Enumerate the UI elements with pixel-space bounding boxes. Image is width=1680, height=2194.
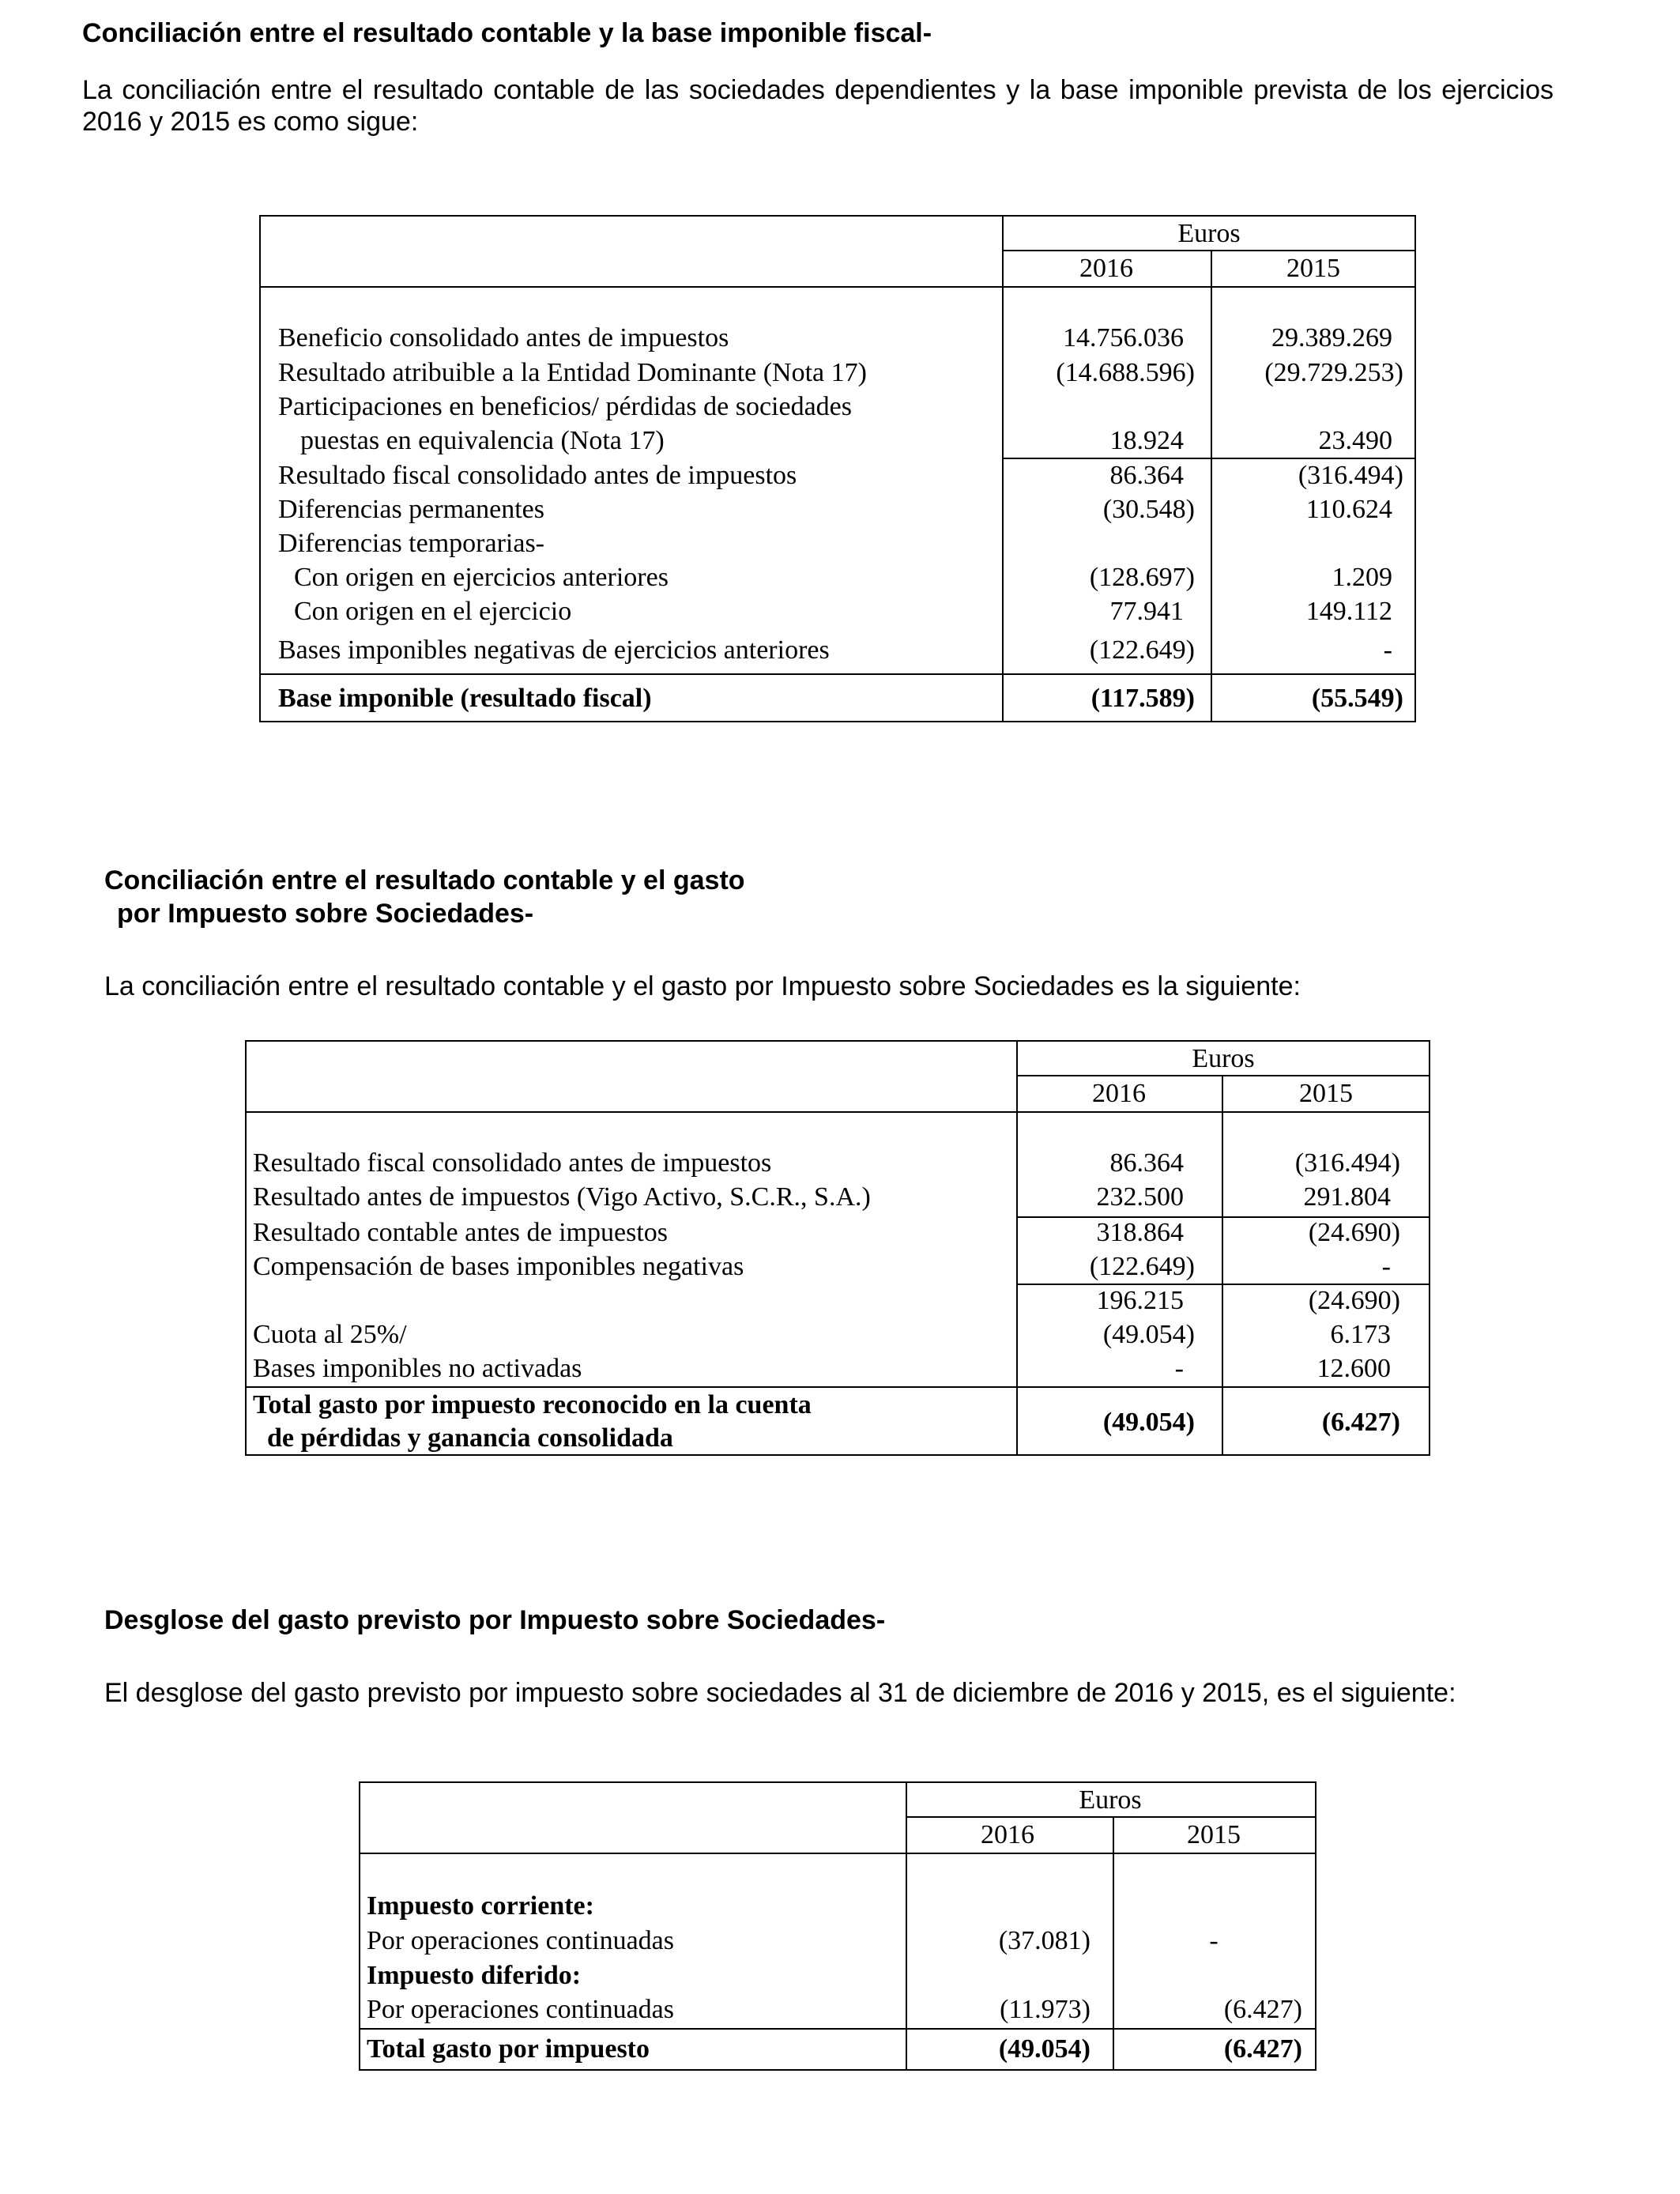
section-2-intro: La conciliación entre el resultado contable y el gasto por Impuesto sobre Sociedades es la siguiente: <box>104 971 1301 1001</box>
table-total-label-line2: de pérdidas y ganancia consolidada <box>267 1423 673 1453</box>
table-cell-2015: (316.494) <box>1298 461 1403 490</box>
table-total-label: Base imponible (resultado fiscal) <box>278 684 652 713</box>
table-cell-2015: 29.389.269 <box>1271 323 1392 352</box>
table-cell-2016: (30.548) <box>1102 495 1195 524</box>
table-row-label: Resultado fiscal consolidado antes de impuestos <box>253 1148 772 1178</box>
section-3-intro: El desglose del gasto previsto por impuesto sobre sociedades al 31 de diciembre de 2016 y 2015, es el siguiente: <box>104 1678 1456 1708</box>
table-cell-2015: - <box>1209 1926 1219 1955</box>
table-cell-2015: 6.173 <box>1330 1320 1391 1349</box>
table-cell-2016: 77.941 <box>1109 597 1184 626</box>
table-row-label: Diferencias permanentes <box>278 495 544 524</box>
table-total-label: Total gasto por impuesto <box>367 2034 650 2064</box>
table-cell-2015: - <box>1381 1252 1391 1281</box>
table-cell-2015: - <box>1383 635 1392 665</box>
table-cell-2016: (128.697) <box>1089 563 1195 592</box>
table-total-label-line1: Total gasto por impuesto reconocido en la cuenta <box>253 1390 812 1419</box>
table-total-2015: (55.549) <box>1311 684 1403 713</box>
table-cell-2016: 232.500 <box>1096 1182 1184 1212</box>
table-row-label: puestas en equivalencia (Nota 17) <box>300 426 665 455</box>
table-cell-2016: (122.649) <box>1089 635 1195 665</box>
table-row-label: Resultado contable antes de impuestos <box>253 1218 668 1247</box>
table-row-label: Participaciones en beneficios/ pérdidas de sociedades <box>278 392 853 421</box>
table-3-col-2016: 2016 <box>981 1820 1034 1849</box>
table-total-2016: (49.054) <box>998 2034 1090 2064</box>
table-row-label: Impuesto diferido: <box>367 1961 582 1990</box>
table-row-label: Bases imponibles no activadas <box>253 1354 582 1383</box>
table-cell-2016: (37.081) <box>998 1926 1090 1955</box>
table-2-col-2016: 2016 <box>1092 1079 1146 1108</box>
table-row-label: Resultado atribuible a la Entidad Dominante (Nota 17) <box>278 358 867 387</box>
table-cell-2015: 23.490 <box>1318 426 1392 455</box>
table-cell-2016: 86.364 <box>1109 461 1184 490</box>
table-cell-2016: 318.864 <box>1096 1218 1184 1247</box>
table-1-col-2016: 2016 <box>1079 254 1133 283</box>
table-row-label: Cuota al 25%/ <box>253 1320 407 1349</box>
table-cell-2016: (14.688.596) <box>1056 358 1195 387</box>
section-1-intro: La conciliación entre el resultado contable de las sociedades dependientes y la base imponible prevista de los ejercicios 2016 y 2015 es como sigue: <box>82 75 1554 137</box>
table-cell-2015: 110.624 <box>1305 495 1392 524</box>
table-2-col-2015: 2015 <box>1299 1079 1353 1108</box>
table-row-label: Con origen en el ejercicio <box>294 597 572 626</box>
table-total-2015: (6.427) <box>1223 2034 1302 2064</box>
table-cell-2015: 12.600 <box>1317 1354 1391 1383</box>
section-1-title: Conciliación entre el resultado contable y la base imponible fiscal- <box>82 18 932 48</box>
table-row-label: Por operaciones continuadas <box>367 1995 674 2024</box>
table-cell-2015: 149.112 <box>1305 597 1392 626</box>
table-cell-2015: (316.494) <box>1294 1148 1400 1178</box>
table-cell-2016: 18.924 <box>1109 426 1184 455</box>
table-3-group-header: Euros <box>1079 1785 1142 1815</box>
table-cell-2015: 1.209 <box>1332 563 1392 592</box>
section-2-title-line2: por Impuesto sobre Sociedades- <box>117 899 534 929</box>
table-cell-2015: (29.729.253) <box>1264 358 1403 387</box>
table-cell-2016: (49.054) <box>1102 1320 1195 1349</box>
table-row-label: Por operaciones continuadas <box>367 1926 674 1955</box>
table-cell-2016: 196.215 <box>1096 1286 1184 1315</box>
table-row-label: Impuesto corriente: <box>367 1891 594 1921</box>
section-2-title-line1: Conciliación entre el resultado contable y el gasto <box>104 865 745 895</box>
table-total-2016: (117.589) <box>1090 684 1195 713</box>
table-total-2016: (49.054) <box>1102 1408 1195 1437</box>
table-cell-2016: (122.649) <box>1089 1252 1195 1281</box>
table-cell-2016: 14.756.036 <box>1063 323 1184 352</box>
table-row-label: Resultado antes de impuestos (Vigo Activo, S.C.R., S.A.) <box>253 1182 871 1212</box>
table-1-group-header: Euros <box>1177 219 1241 248</box>
table-cell-2015: (24.690) <box>1308 1286 1400 1315</box>
table-row-label: Beneficio consolidado antes de impuestos <box>278 323 729 352</box>
table-2-group-header: Euros <box>1192 1044 1255 1073</box>
table-cell-2015: 291.804 <box>1303 1182 1391 1212</box>
table-cell-2016: 86.364 <box>1109 1148 1184 1178</box>
table-cell-2015: (24.690) <box>1308 1218 1400 1247</box>
table-cell-2016: - <box>1174 1354 1184 1383</box>
table-cell-2016: (11.973) <box>1000 1995 1090 2024</box>
table-row-label: Compensación de bases imponibles negativas <box>253 1252 744 1281</box>
table-1-col-2015: 2015 <box>1286 254 1340 283</box>
table-row-label: Bases imponibles negativas de ejercicios anteriores <box>278 635 830 665</box>
table-row-label: Resultado fiscal consolidado antes de impuestos <box>278 461 797 490</box>
table-row-label: Diferencias temporarias- <box>278 529 544 558</box>
table-cell-2015: (6.427) <box>1223 1995 1302 2024</box>
table-row-label: Con origen en ejercicios anteriores <box>294 563 669 592</box>
table-total-2015: (6.427) <box>1321 1408 1400 1437</box>
section-3-title: Desglose del gasto previsto por Impuesto sobre Sociedades- <box>104 1605 886 1635</box>
table-3-col-2015: 2015 <box>1187 1820 1241 1849</box>
